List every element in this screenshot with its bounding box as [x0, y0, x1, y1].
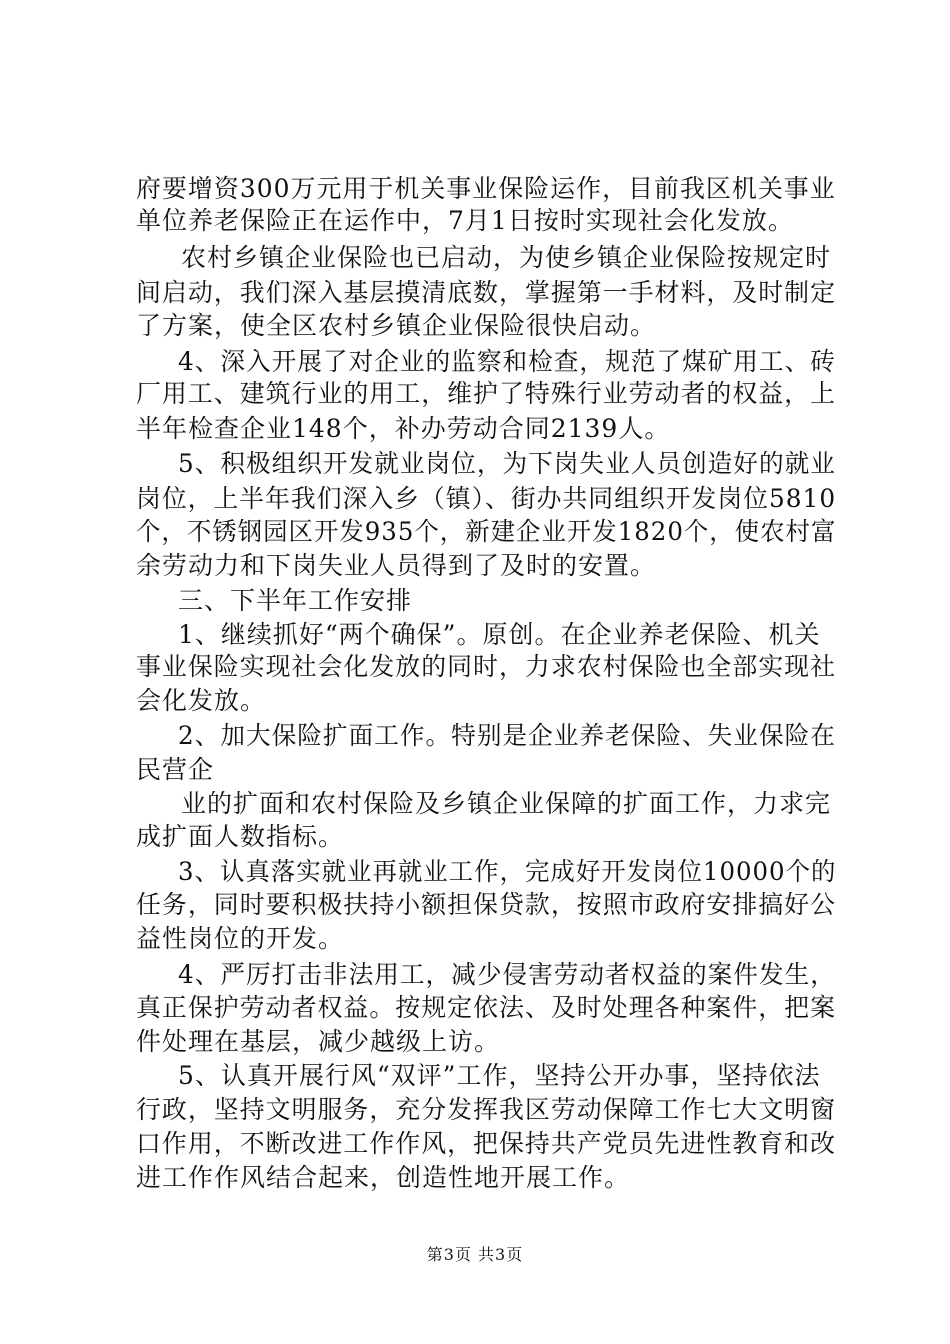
text-line: 任务，同时要积极扶持小额担保贷款，按照市政府安排搞好公 [136, 890, 837, 919]
text-line: 农村乡镇企业保险也已启动，为使乡镇企业保险按规定时 [181, 243, 832, 272]
text-line: 单位养老保险正在运作中，7月1日按时实现社会化发放。 [136, 206, 794, 235]
text-line: 5、积极组织开发就业岗位，为下岗失业人员创造好的就业 [178, 449, 836, 478]
text-line: 益性岗位的开发。 [136, 924, 345, 953]
page-number: 第3页 共3页 [426, 1245, 524, 1264]
text-line: 4、深入开展了对企业的监察和检查，规范了煤矿用工、砖 [178, 347, 836, 376]
text-line: 岗位，上半年我们深入乡（镇）、街办共同组织开发岗位5810 [136, 484, 837, 513]
text-line: 个，不锈钢园区开发935个，新建企业开发1820个，使农村富 [136, 517, 837, 546]
text-line: 厂用工、建筑行业的用工，维护了特殊行业劳动者的权益，上 [136, 379, 837, 408]
text-line: 真正保护劳动者权益。按规定依法、及时处理各种案件，把案 [136, 993, 837, 1022]
text-line: 间启动，我们深入基层摸清底数，掌握第一手材料，及时制定 [136, 278, 837, 307]
text-line: 口作用，不断改进工作作风，把保持共产党员先进性教育和改 [136, 1129, 837, 1158]
text-line: 成扩面人数指标。 [136, 822, 345, 851]
text-line: 了方案，使全区农村乡镇企业保险很快启动。 [136, 311, 657, 340]
text-line: 业的扩面和农村保险及乡镇企业保障的扩面工作，力求完 [181, 789, 832, 818]
text-line: 4、严厉打击非法用工，减少侵害劳动者权益的案件发生， [178, 960, 836, 989]
text-line: 2、加大保险扩面工作。特别是企业养老保险、失业保险在 [178, 721, 836, 750]
page-footer [0, 1245, 950, 1265]
text-line: 1、继续抓好“两个确保”。原创。在企业养老保险、机关 [178, 620, 821, 649]
section-heading: 三、下半年工作安排 [178, 586, 413, 615]
text-line: 会化发放。 [136, 686, 267, 715]
text-line: 3、认真落实就业再就业工作，完成好开发岗位10000个的 [178, 857, 837, 886]
text-line: 余劳动力和下岗失业人员得到了及时的安置。 [136, 551, 657, 580]
text-line: 行政，坚持文明服务，充分发挥我区劳动保障工作七大文明窗 [136, 1095, 837, 1124]
text-line: 民营企 [136, 755, 215, 784]
text-line: 府要增资300万元用于机关事业保险运作，目前我区机关事业 [136, 174, 836, 203]
text-line: 事业保险实现社会化发放的同时，力求农村保险也全部实现社 [136, 652, 837, 681]
text-line: 件处理在基层，减少越级上访。 [136, 1027, 501, 1056]
text-line: 5、认真开展行风“双评”工作，坚持公开办事，坚持依法 [178, 1061, 821, 1090]
text-line: 进工作作风结合起来，创造性地开展工作。 [136, 1163, 631, 1192]
text-line: 半年检查企业148个，补办劳动合同2139人。 [136, 414, 671, 443]
